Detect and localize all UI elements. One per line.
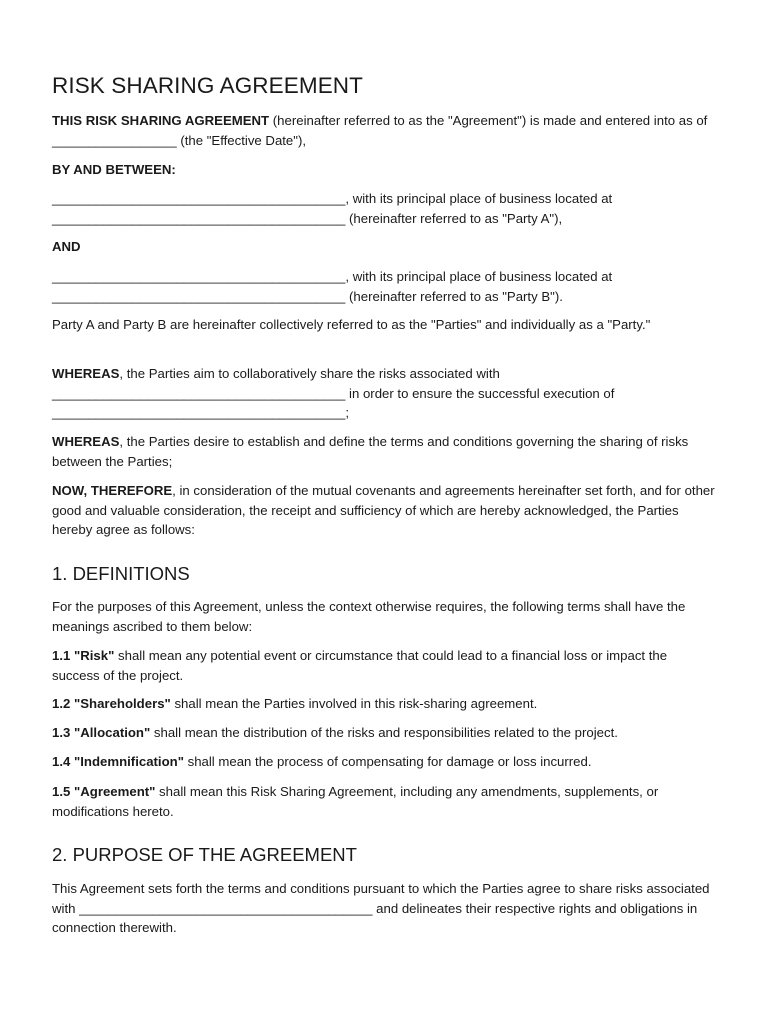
definition-term: 1.5 "Agreement" <box>52 784 156 799</box>
definition-item-indemnification <box>52 752 718 772</box>
whereas-paragraph-1 <box>52 364 718 423</box>
definition-item-risk <box>52 646 718 685</box>
definitions-intro: For the purposes of this Agreement, unless the context otherwise requires, the following terms shall have the meanings ascribed to them below: <box>52 599 686 634</box>
definition-text: shall mean the distribution of the risks and responsibilities related to the project. <box>150 725 618 740</box>
definition-item-shareholders <box>52 694 718 714</box>
party-a-paragraph: ________________________________________, with its principal place of business located at ________________________________________ (hereinafter referred to as "Party A"), <box>52 191 613 226</box>
intro-text: (hereinafter referred to as the "Agreement") is made and entered into as of _________________ (the "Effective Date"), <box>52 113 708 148</box>
now-therefore-bold: NOW, THEREFORE <box>52 483 173 498</box>
definition-term: 1.1 "Risk" <box>52 648 115 663</box>
definition-text: shall mean the Parties involved in this risk-sharing agreement. <box>170 696 538 711</box>
section-1-heading: 1. DEFINITIONS <box>52 563 190 584</box>
whereas-2-text: , the Parties desire to establish and define the terms and conditions governing the sharing of risks between the Parties; <box>52 434 689 469</box>
whereas-2-bold: WHEREAS <box>52 434 120 449</box>
definition-term: 1.2 "Shareholders" <box>52 696 171 711</box>
whereas-1-text: , the Parties aim to collaboratively share the risks associated with ________________________________________ in order to ensure the successful execution of ________________________________________; <box>52 366 615 420</box>
between-label: BY AND BETWEEN: <box>52 162 176 177</box>
definition-text: shall mean this Risk Sharing Agreement, including any amendments, supplements, or modifications hereto. <box>52 784 659 819</box>
whereas-1-bold: WHEREAS <box>52 366 120 381</box>
definition-term: 1.4 "Indemnification" <box>52 754 184 769</box>
intro-paragraph <box>52 111 718 150</box>
purpose-paragraph: This Agreement sets forth the terms and conditions pursuant to which the Parties agree to share risks associated with ________________________________________ and delineates their respective rights and obligations in connection therewith. <box>52 881 710 935</box>
definition-text: shall mean the process of compensating for damage or loss incurred. <box>183 754 592 769</box>
whereas-paragraph-2 <box>52 432 718 471</box>
parties-paragraph: Party A and Party B are hereinafter collectively referred to as the "Parties" and individually as a "Party." <box>52 317 651 332</box>
document-title: RISK SHARING AGREEMENT <box>52 73 364 98</box>
definition-term: 1.3 "Allocation" <box>52 725 151 740</box>
party-b-paragraph: ________________________________________, with its principal place of business located at ________________________________________ (hereinafter referred to as "Party B"). <box>52 269 613 304</box>
and-label: AND <box>52 239 81 254</box>
definition-text: shall mean any potential event or circumstance that could lead to a financial loss or impact the success of the project. <box>52 648 668 683</box>
now-therefore-paragraph <box>52 481 718 540</box>
section-2-heading: 2. PURPOSE OF THE AGREEMENT <box>52 844 357 865</box>
now-therefore-text: , in consideration of the mutual covenants and agreements hereinafter set forth, and for other good and valuable consideration, the receipt and sufficiency of which are hereby acknowledged, the Parties hereby agree as follows: <box>52 483 715 537</box>
intro-bold: THIS RISK SHARING AGREEMENT <box>52 113 270 128</box>
definition-item-agreement <box>52 782 718 821</box>
definition-item-allocation <box>52 723 730 743</box>
